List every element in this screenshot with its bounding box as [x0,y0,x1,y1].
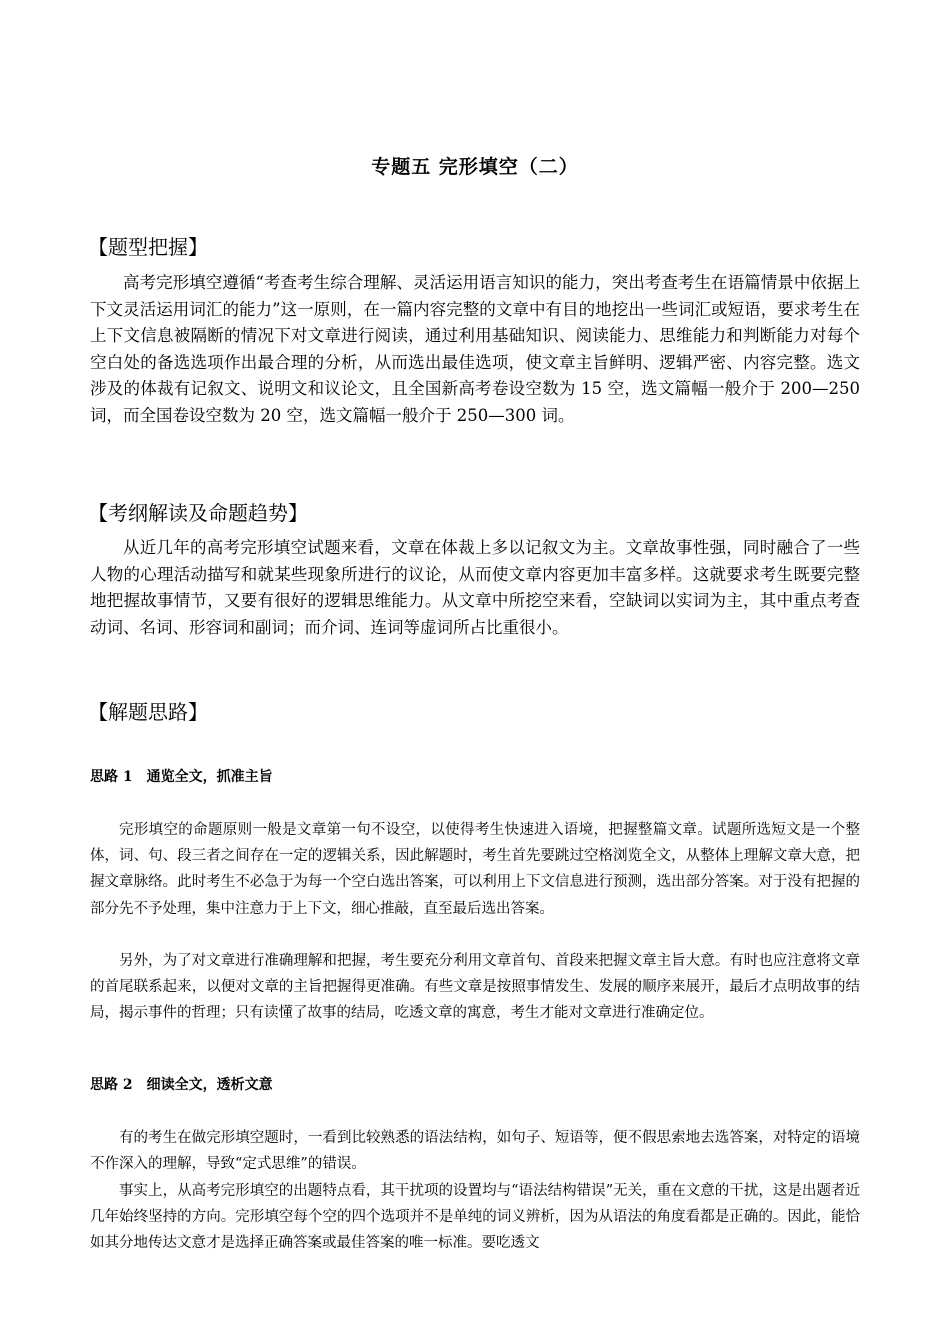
idea-2-heading: 思路 2 细读全文，透析文意 [90,1077,273,1093]
idea-2-paragraph-1: 有的考生在做完形填空题时，一看到比较熟悉的语法结构，如句子、短语等，便不假思索地去选答案，对特定的语境不作深入的理解，导致“定式思维”的错误。 [90,1130,860,1173]
section-heading-question-type: 【题型把握】 [88,235,208,259]
idea-1-paragraph-1: 完形填空的命题原则一般是文章第一句不设空，以使得考生快速进入语境，把握整篇文章。试题所选短文是一个整体，词、句、段三者之间存在一定的逻辑关系，因此解题时，考生首先要跳过空格浏览全文，从整体上理解文章大意，把握文章脉络。此时考生不必急于为每一个空白选出答案，可以利用上下文信息进行预测，选出部分答案。对于没有把握的部分先不予处理，集中注意力于上下文，细心推敲，直至最后选出答案。 [90,822,860,917]
section-heading-syllabus-trend: 【考纲解读及命题趋势】 [88,501,308,525]
paragraph-question-type: 高考完形填空遵循“考查考生综合理解、灵活运用语言知识的能力，突出考查考生在语篇情景中依据上下文灵活运用词汇的能力”这一原则，在一篇内容完整的文章中有目的地挖出一些词汇或短语，要求考生在上下文信息被隔断的情况下对文章进行阅读，通过利用基础知识、阅读能力、思维能力和判断能力对每个空白处的备选选项作出最合理的分析，从而选出最佳选项，使文章主旨鲜明、逻辑严密、内容完整。选文涉及的体裁有记叙文、说明文和议论文，且全国新高考卷设空数为 15 空，选文篇幅一般介于 200—250 词，而全国卷设空数为 20 空，选文篇幅一般介于 250—300 词。 [90,273,860,425]
section-heading-solving-ideas: 【解题思路】 [88,700,208,724]
page-title: 专题五 完形填空（二） [371,156,579,178]
idea-1-paragraph-2: 另外，为了对文章进行准确理解和把握，考生要充分利用文章首句、首段来把握文章主旨大意。有时也应注意将文章的首尾联系起来，以便对文章的主旨把握得更准确。有些文章是按照事情发生、发展的顺序来展开，最后才点明故事的结局，揭示事件的哲理；只有读懂了故事的结局，吃透文章的寓意，考生才能对文章进行准确定位。 [90,953,860,1022]
idea-1-heading: 思路 1 通览全文，抓准主旨 [90,769,273,785]
paragraph-syllabus-trend: 从近几年的高考完形填空试题来看，文章在体裁上多以记叙文为主。文章故事性强，同时融合了一些人物的心理活动描写和就某些现象所进行的议论，从而使文章内容更加丰富多样。这就要求考生既要完整地把握故事情节，又要有很好的逻辑思维能力。从文章中所挖空来看，空缺词以实词为主，其中重点考查动词、名词、形容词和副词；而介词、连词等虚词所占比重很小。 [90,538,860,637]
idea-2-paragraph-2: 事实上，从高考完形填空的出题特点看，其干扰项的设置均与“语法结构错误”无关，重在文意的干扰，这是出题者近几年始终坚持的方向。完形填空每个空的四个选项并不是单纯的词义辨析，因为从语法的角度看都是正确的。因此，能恰如其分地传达文意才是选择正确答案或最佳答案的唯一标准。要吃透文 [90,1183,860,1252]
